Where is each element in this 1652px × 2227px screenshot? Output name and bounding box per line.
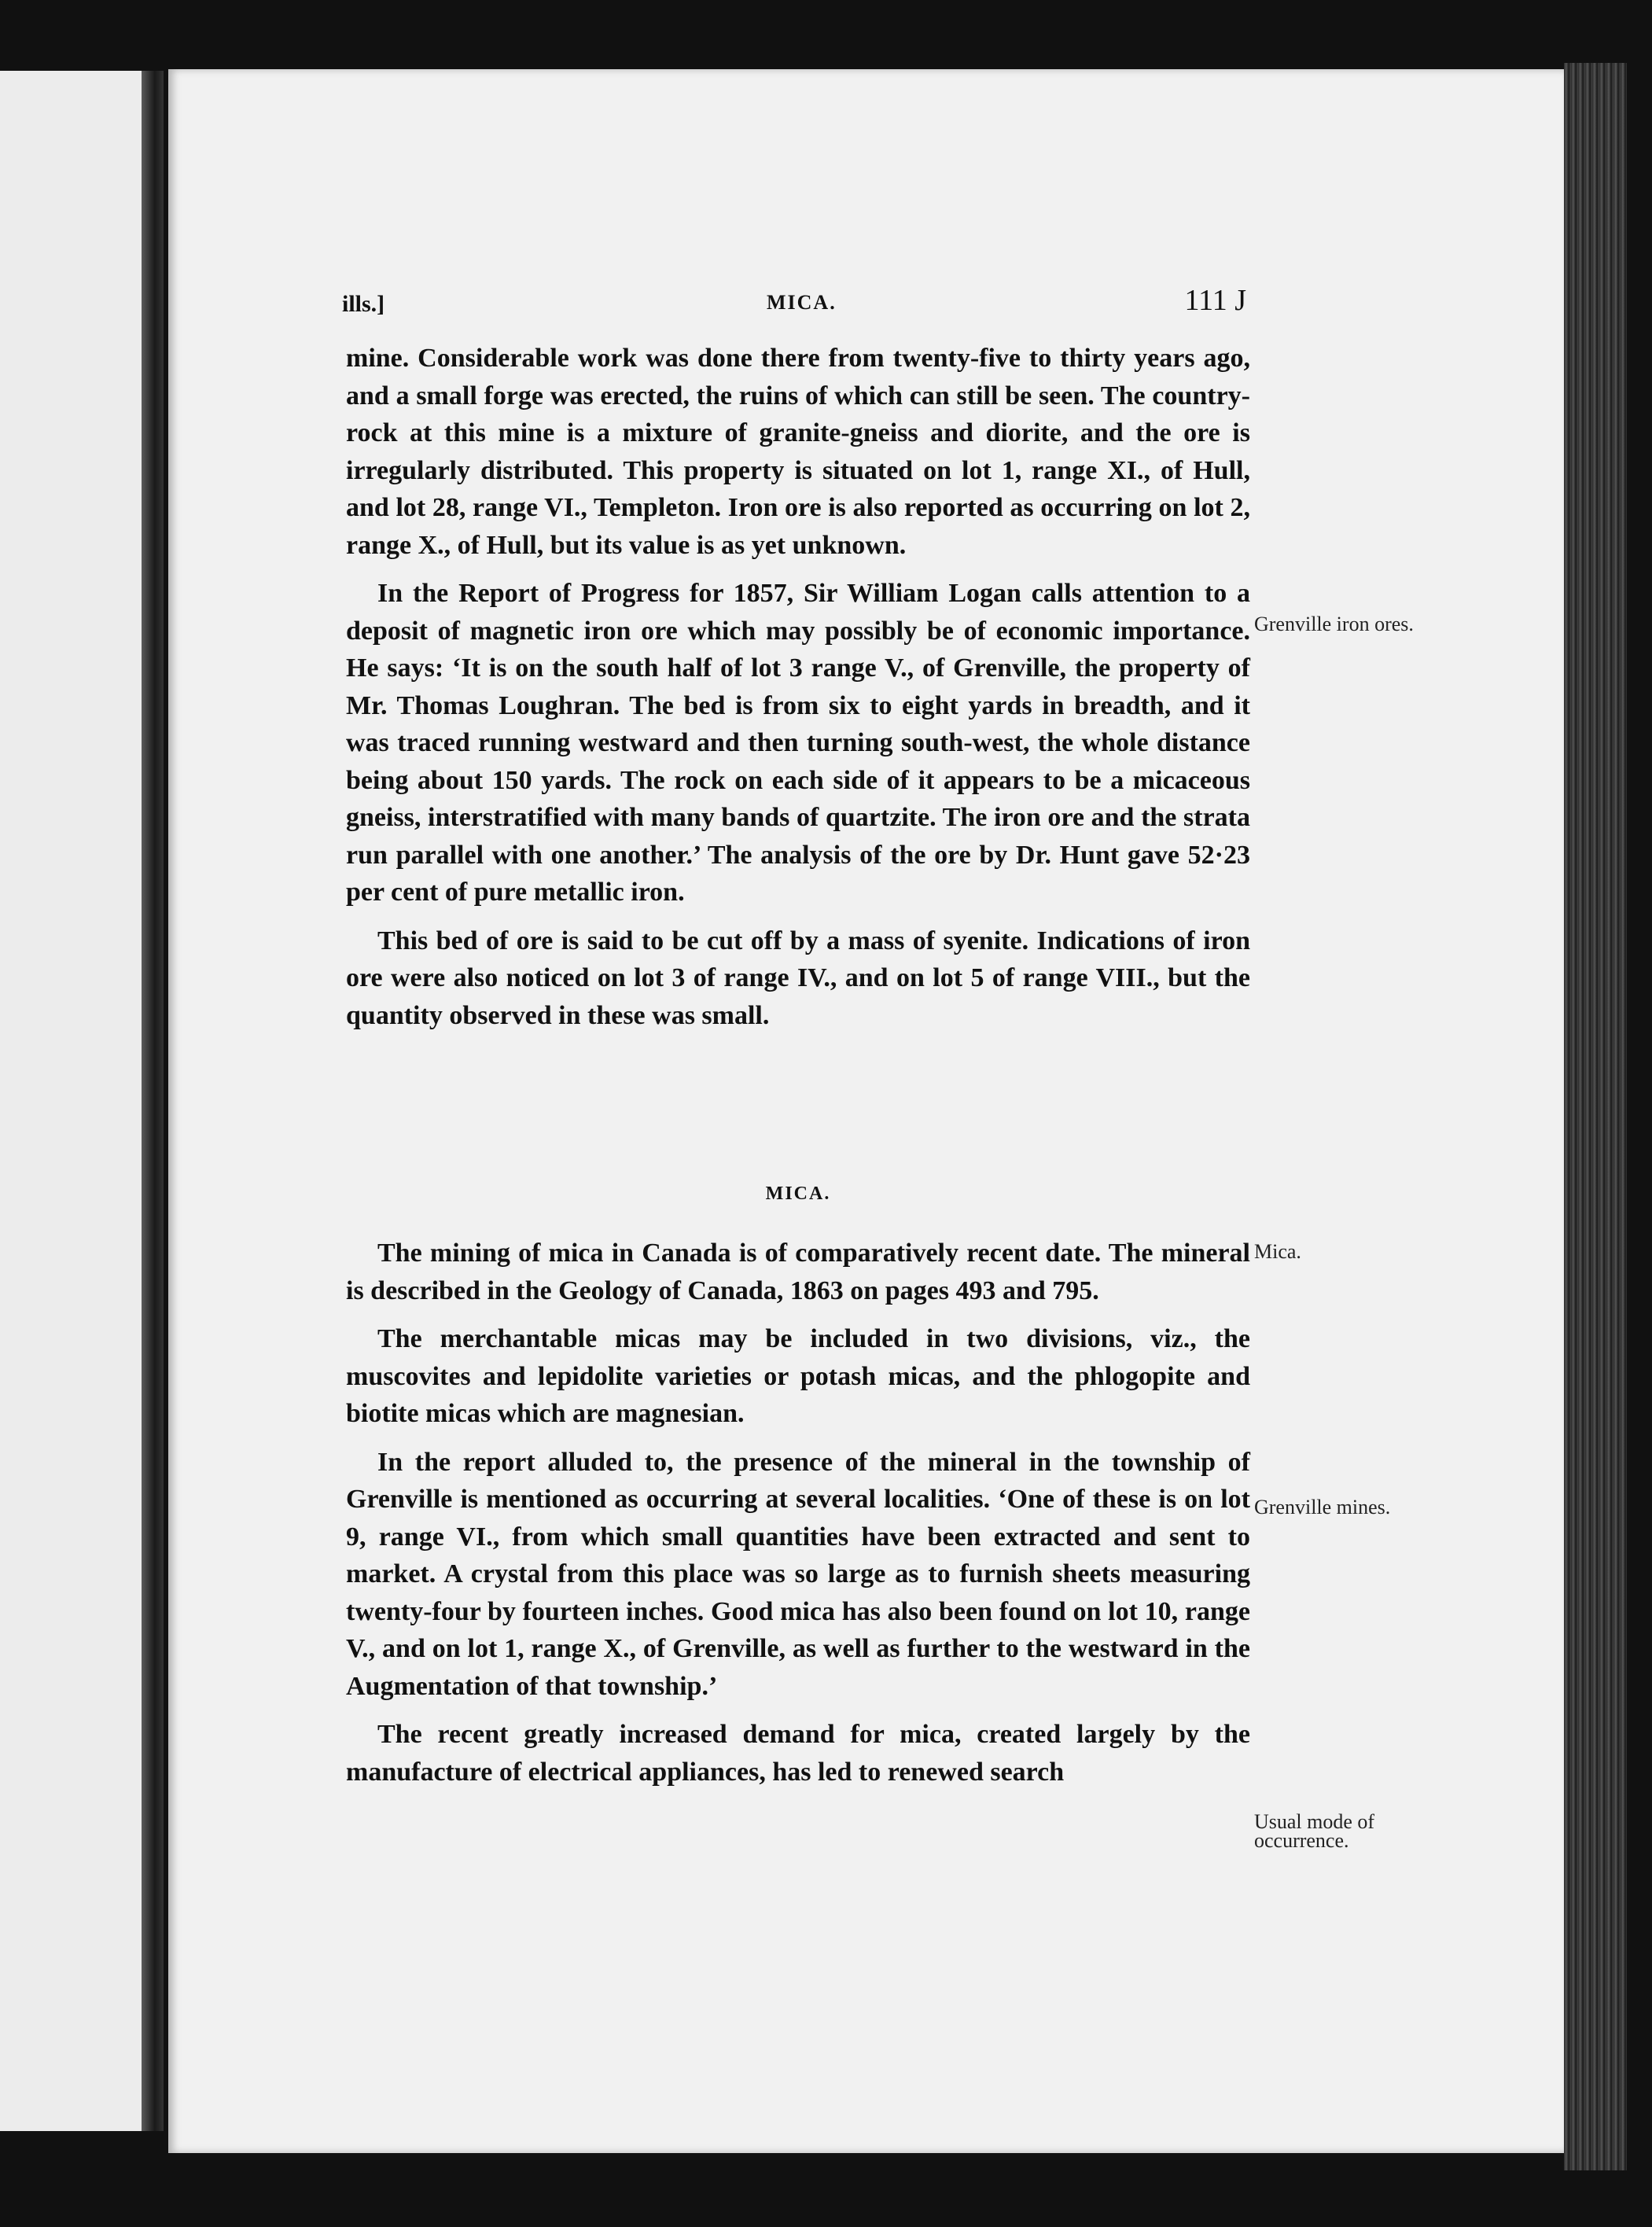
header-fragment: ills.] [342,291,385,317]
paragraph: The merchantable micas may be included in two divisions, viz., the muscovites and lepidolite varieties or potash micas, and the phlogopite and biotite micas which are magnesian. [346,1324,1250,1428]
body-top [346,340,1250,1034]
page-stack-edge [1564,63,1627,2170]
running-title: MICA. [767,291,837,314]
margin-note: Usual mode of occurrence. [1254,1810,1375,1852]
paragraph: mine. Considerable work was done there from twenty-five to thirty years ago, and a small forge was erected, the ruins of which can still be seen. The country-rock at this mine is a mixture of granite-gneiss and diorite, and the ore is irregularly distributed. This property is situated on lot 1, range XI., of Hull, and lot 28, range VI., Templeton. Iron ore is also reported as occurring on lot 2, range X., of Hull, but its value is as yet unknown. [346,344,1250,560]
paragraph: This bed of ore is said to be cut off by a mass of syenite. Indications of iron ore were also noticed on lot 3 of range IV., and on lot 5 of range VIII., but the quantity observed in these was small. [346,926,1250,1030]
paragraph: The mining of mica in Canada is of comparatively recent date. The mineral is described in the Geology of Canada, 1863 on pages 493 and 795. [346,1239,1250,1305]
page-number: 111 J [1184,284,1246,317]
margin-note: Grenville iron ores. [1254,613,1414,635]
running-header [342,283,1246,330]
margin-note: Mica. [1254,1240,1301,1263]
facing-page-edge [0,71,142,2131]
section-title: MICA. [765,1183,831,1204]
paragraph: In the Report of Progress for 1857, Sir William Logan calls attention to a deposit of magnetic iron ore which may possibly be of economic importance. He says: ‘It is on the south half of lot 3 range V., of Grenville, the property of Mr. Thomas Loughran. The bed is from six to eight yards in breadth, and it was traced running westward and then turning south-west, the whole distance being about 150 yards. The rock on each side of it appears to be a micaceous gneiss, interstratified with many bands of quartzite. The iron ore and the strata run parallel with one another.’ The analysis of the ore by Dr. Hunt gave 52·23 per cent of pure metallic iron. [346,579,1250,907]
paragraph: The recent greatly increased demand for mica, created largely by the manufacture of electrical appliances, has led to renewed search [346,1720,1250,1787]
paragraph: In the report alluded to, the presence of the mineral in the township of Grenville is mentioned as occurring at several localities. ‘One of these is on lot 9, range VI., from which small quantities have been extracted and sent to market. A crystal from this place was so large as to furnish sheets measuring twenty-four by fourteen inches. Good mica has also been found on lot 10, range V., and on lot 1, range X., of Grenville, as well as further to the westward in the Augmentation of that township.’ [346,1447,1250,1701]
book-gutter [142,71,164,2131]
body-bottom [346,1235,1250,1791]
margin-note: Grenville mines. [1254,1496,1391,1518]
